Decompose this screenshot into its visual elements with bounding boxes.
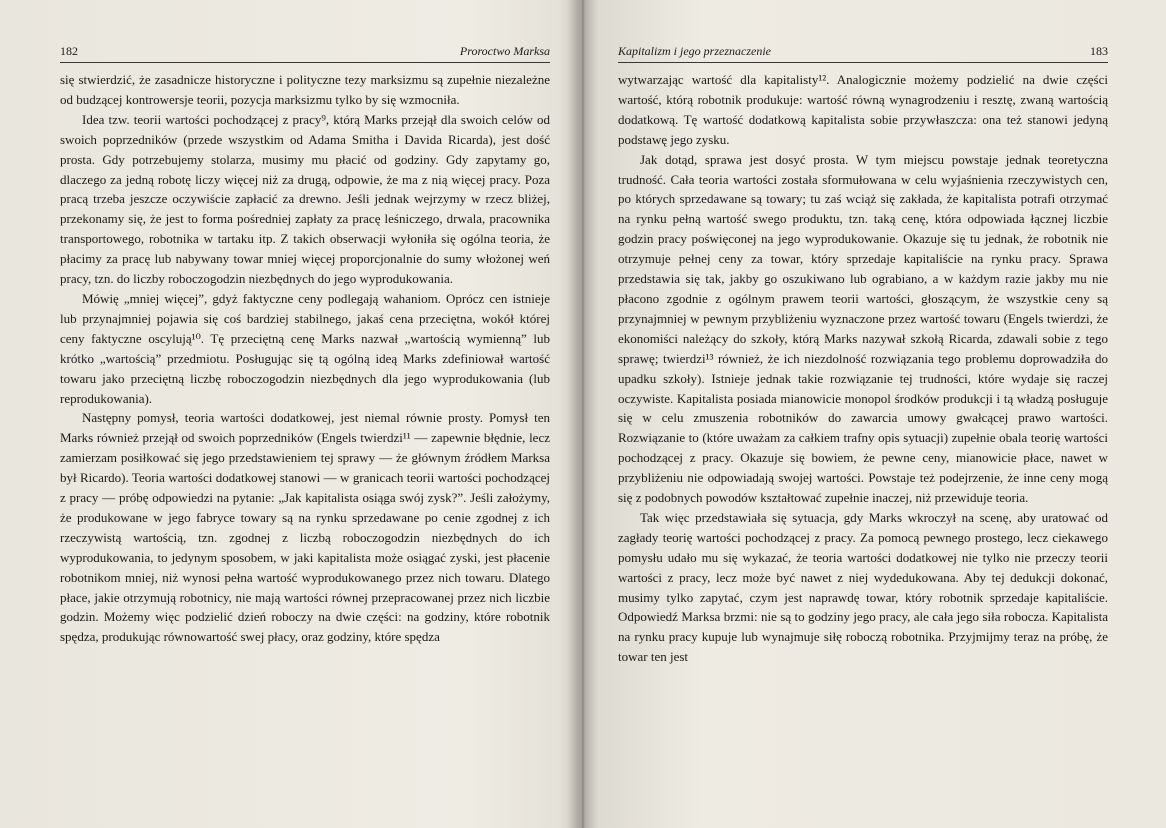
book-gutter <box>568 0 598 828</box>
paragraph: Jak dotąd, sprawa jest dosyć prosta. W tym miejscu powstaje jednak teoretyczna trudność. Cała teoria wartości została sformułowana w celu wyjaśnienia rzeczywistych cen, po których sprzedawane są towary; tu zaś wciąż się zakłada, że kapitalista potrafi otrzymać na rynku pełną wartość swego produktu, tzn. taką cenę, która odpowiada łącznej liczbie godzin pracy poświęconej na jego wyprodukowanie. Okazuje się tu jednak, że robotnik nie otrzymuje pełnej ceny za towar, który sprzedaje kapitaliście na rynku pracy. Sprawa przedstawia się tak, jakby go oszukiwano lub ograbiano, a w każdym razie jakby mu nie płacono zgodnie z ogólnym prawem teorii wartości, głoszącym, że wszystkie ceny są przynajmniej w pewnym przybliżeniu wyznaczone przez wartość towaru (Engels twierdzi, że ekonomiści należący do szkoły, którą Marks nazywał szkołą Ricarda, zdawali sobie z tego sprawę; twierdzi¹³ również, że ich niezdolność rozwiązania tego problemu doprowadziła do upadku szkoły). Istnieje jednak takie rozwiązanie tej trudności, które wydaje się raczej oczywiste. Kapitalista posiada mianowicie monopol środków produkcji i tą władzą posługuje się w celu zmuszenia robotników do zawarcia umowy gwałcącej prawo wartości. Rozwiązanie to (które uważam za całkiem trafny opis sytuacji) zupełnie obala teorię wartości pochodzącej z pracy. Okazuje się bowiem, że pewne ceny, mianowicie płace, nawet w przybliżeniu nie odpowiadają swojej wartości. Powstaje też podejrzenie, że inne ceny mogą się z podobnych powodów kształtować zupełnie inaczej, niż przewiduje teoria. <box>618 151 1108 506</box>
left-page-header <box>60 42 550 63</box>
right-page <box>618 0 1108 828</box>
paragraph: Idea tzw. teorii wartości pochodzącej z pracy⁹, którą Marks przejął dla swoich celów od swoich poprzedników (przede wszystkim od Adama Smitha i Davida Ricarda), jest dość prosta. Gdy potrzebujemy stolarza, musimy mu płacić od godziny. Gdy zapytamy go, dlaczego za jedną robotę liczy więcej niż za drugą, odpowie, że ma z nią więcej pracy. Poza pracą trzeba jeszcze oczywiście zapłacić za drewno. Jeśli jednak wejrzymy w rzecz bliżej, przekonamy się, że jest to forma pośredniej zapłaty za pracę leśniczego, drwala, pracownika transportowego, robotnika w tartaku itp. Z takich obserwacji wyłoniła się ogólna teoria, że płacimy za pracę lub nabywany towar mniej więcej proporcjonalnie do sumy włożonej weń pracy, tzn. do liczby roboczogodzin niezbędnych do jego wyprodukowania. <box>60 111 550 287</box>
paragraph: Mówię „mniej więcej”, gdyż faktyczne ceny podlegają wahaniom. Oprócz cen istnieje lub przynajmniej pojawia się coś bardziej stabilnego, jakaś cena przeciętna, wokół której ceny faktyczne oscylują¹⁰. Tę przeciętną cenę Marks nazwał „wartością wymienną” lub krótko „wartością” przedmiotu. Posługując się tą ogólną ideą Marks zdefiniował wartość towaru jako przeciętną liczbę roboczogodzin niezbędnych dla jego wyprodukowania (lub reprodukowania). <box>60 290 550 406</box>
right-page-header <box>618 42 1108 63</box>
right-page-body <box>618 70 1108 667</box>
right-page-number: 183 <box>1090 44 1108 58</box>
paragraph: Tak więc przedstawiała się sytuacja, gdy Marks wkroczył na scenę, aby uratować od zagłady teorię wartości pochodzącej z pracy. Za pomocą pewnego prostego, lecz ciekawego pomysłu udało mu się wykazać, że teoria wartości dodatkowej nie tylko nie przeczy teorii wartości z pracy, lecz może być nawet z niej wydedukowana. Aby tej dedukcji dokonać, musimy tylko zapytać, czym jest naprawdę towar, który robotnik sprzedaje kapitaliście. Odpowiedź Marksa brzmi: nie są to godziny jego pracy, ale cała jego siła robocza. Kapitalista na rynku pracy kupuje lub wynajmuje siłę roboczą robotnika. Przyjmijmy teraz na próbę, że towar ten jest <box>618 509 1108 665</box>
left-page-body <box>60 70 550 647</box>
paragraph: wytwarzając wartość dla kapitalisty¹². Analogicznie możemy podzielić na dwie części wartość, którą robotnik produkuje: wartość równą wynagrodzeniu i resztę, zwaną wartością dodatkową. Tę wartość dodatkową kapitalista sobie przywłaszcza: ona też stanowi jedyną podstawę jego zysku. <box>618 72 1108 147</box>
left-page-number: 182 <box>60 44 78 58</box>
left-running-head: Proroctwo Marksa <box>459 44 550 58</box>
right-running-head: Kapitalizm i jego przeznaczenie <box>618 44 771 58</box>
paragraph: Następny pomysł, teoria wartości dodatkowej, jest niemal równie prosty. Pomysł ten Marks również przejął od swoich poprzedników (Engels twierdzi¹¹ — zapewnie błędnie, lecz zamierzam posiłkować się jego przedstawieniem tej sprawy — że głównym źródłem Marksa był Ricardo). Teoria wartości dodatkowej stanowi — w granicach teorii wartości pochodzącej z pracy — próbę odpowiedzi na pytanie: „Jak kapitalista osiąga swój zysk?”. Jeśli założymy, że produkowane w jego fabryce towary są na rynku sprzedawane po cenie zgodnej z ich rzeczywistą wartością, tzn. zgodnej z liczbą roboczogodzin niezbędnych do ich wyprodukowania, to jedynym sposobem, w jaki kapitalista może osiągać zyski, jest płacenie robotnikom mniej, niż wynosi pełna wartość wyprodukowanego przez nich towaru. Dlatego płace, jakie otrzymują robotnicy, nie mają wartości równej przepracowanej przez nich liczbie godzin. Możemy więc podzielić dzień roboczy na dwie części: na godziny, które robotnik spędza, produkując równowartość swej płacy, oraz godziny, które spędza <box>60 410 550 645</box>
left-page <box>60 0 550 828</box>
paragraph: się stwierdzić, że zasadnicze historyczne i polityczne tezy marksizmu są zupełnie niezależne od budzącej kontrowersje teorii, pozycja marksizmu tylko by się wzmocniła. <box>60 72 550 107</box>
